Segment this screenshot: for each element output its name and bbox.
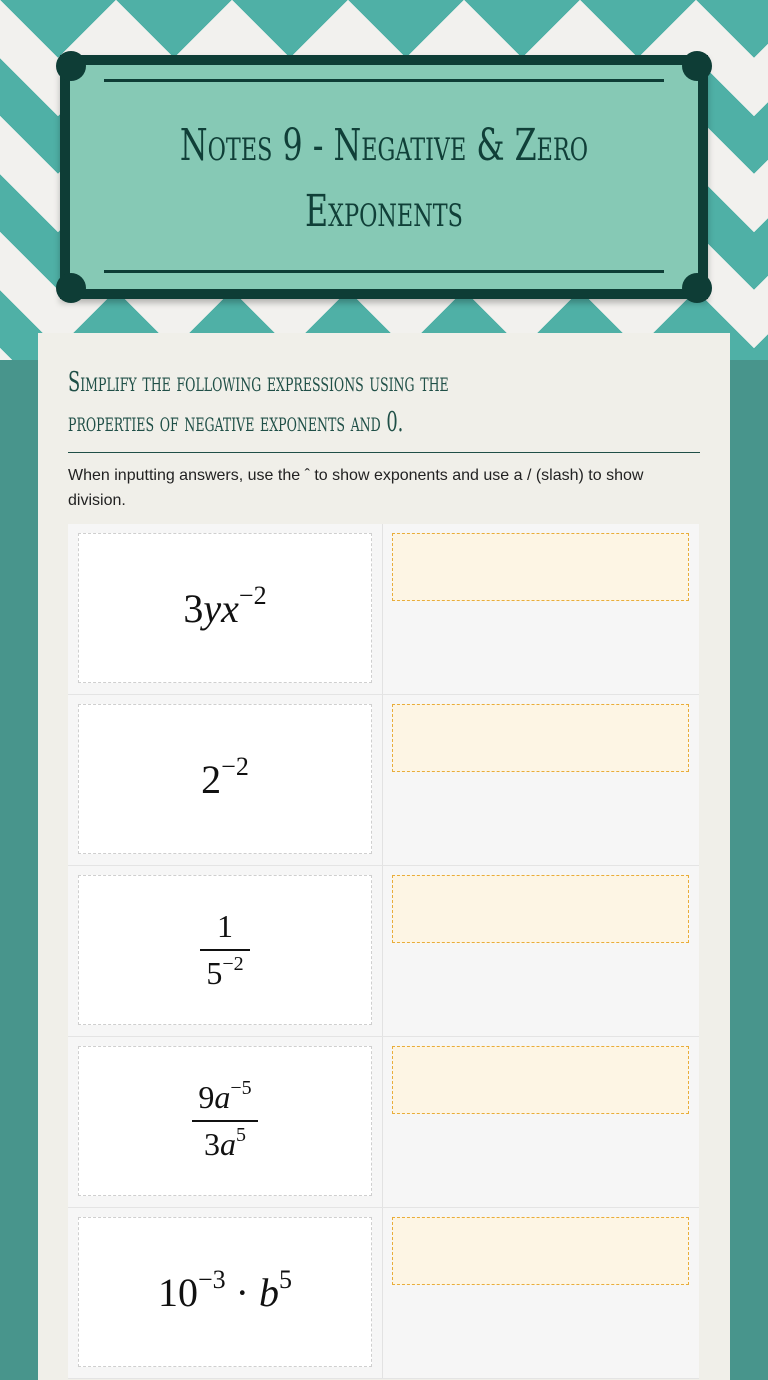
math-expression <box>158 1264 292 1316</box>
answer-input-2[interactable] <box>392 704 689 772</box>
banner-rule <box>104 79 664 82</box>
math-exponent: 5 <box>236 1124 246 1146</box>
banner-corner <box>56 273 86 303</box>
expression-2 <box>78 704 372 854</box>
math-fraction <box>192 1079 257 1163</box>
math-exponent: −5 <box>230 1077 252 1099</box>
fraction-bar <box>192 1120 257 1122</box>
math-expression <box>183 580 267 632</box>
answer-input-1[interactable] <box>392 533 689 601</box>
math-operator: · <box>235 1269 249 1315</box>
answer-input-3[interactable] <box>392 875 689 943</box>
math-term: 3 <box>204 1126 220 1162</box>
math-exponent: −2 <box>238 580 267 610</box>
math-exponent: 5 <box>279 1264 292 1294</box>
math-variable: a <box>214 1079 231 1115</box>
banner-rule <box>104 270 664 273</box>
expression-1 <box>78 533 372 683</box>
math-term: 3 <box>183 585 204 631</box>
answer-input-4[interactable] <box>392 1046 689 1114</box>
fraction-denominator <box>200 955 249 992</box>
math-variable: x <box>221 585 239 631</box>
answer-input-5[interactable] <box>392 1217 689 1285</box>
banner-corner <box>682 51 712 81</box>
problem-row-2 <box>68 695 699 866</box>
math-variable: b <box>259 1269 279 1315</box>
math-exponent: −2 <box>221 751 249 781</box>
expression-cell <box>68 866 383 1036</box>
fraction-numerator: 1 <box>217 908 233 944</box>
header-banner-panel <box>70 65 698 289</box>
banner-corner <box>56 51 86 81</box>
problem-row-4 <box>68 1037 699 1208</box>
math-term: 9 <box>198 1079 215 1115</box>
problem-row-1 <box>68 524 699 695</box>
math-exponent: −3 <box>198 1264 226 1294</box>
banner-corner <box>682 273 712 303</box>
header-banner <box>60 55 708 299</box>
expression-cell <box>68 524 383 694</box>
instructions-text: When inputting answers, use the ˆ to show exponents and use a / (slash) to show division. <box>68 467 644 509</box>
problem-row-3 <box>68 866 699 1037</box>
math-fraction <box>200 908 249 992</box>
math-expression <box>201 751 249 803</box>
math-term: 2 <box>201 756 222 802</box>
expression-5 <box>78 1217 372 1367</box>
problem-table <box>68 524 699 1379</box>
instructions-heading: Simplify the following expressions using the properties of negative exponents and 0. <box>68 367 449 438</box>
expression-4 <box>78 1046 372 1196</box>
math-variable: y <box>203 585 222 631</box>
fraction-denominator <box>198 1126 252 1163</box>
expression-3 <box>78 875 372 1025</box>
math-variable: a <box>220 1126 236 1162</box>
math-term: 10 <box>158 1269 198 1315</box>
expression-cell <box>68 695 383 865</box>
math-term: 5 <box>206 955 223 991</box>
expression-cell <box>68 1208 383 1378</box>
worksheet-card <box>38 333 730 1380</box>
problem-row-5 <box>68 1208 699 1379</box>
fraction-bar <box>200 949 249 951</box>
page-title: Notes 9 - Negative & Zero Exponents <box>179 120 589 237</box>
fraction-numerator <box>192 1079 257 1116</box>
divider <box>68 452 700 453</box>
math-exponent: −2 <box>222 953 244 975</box>
expression-cell <box>68 1037 383 1207</box>
